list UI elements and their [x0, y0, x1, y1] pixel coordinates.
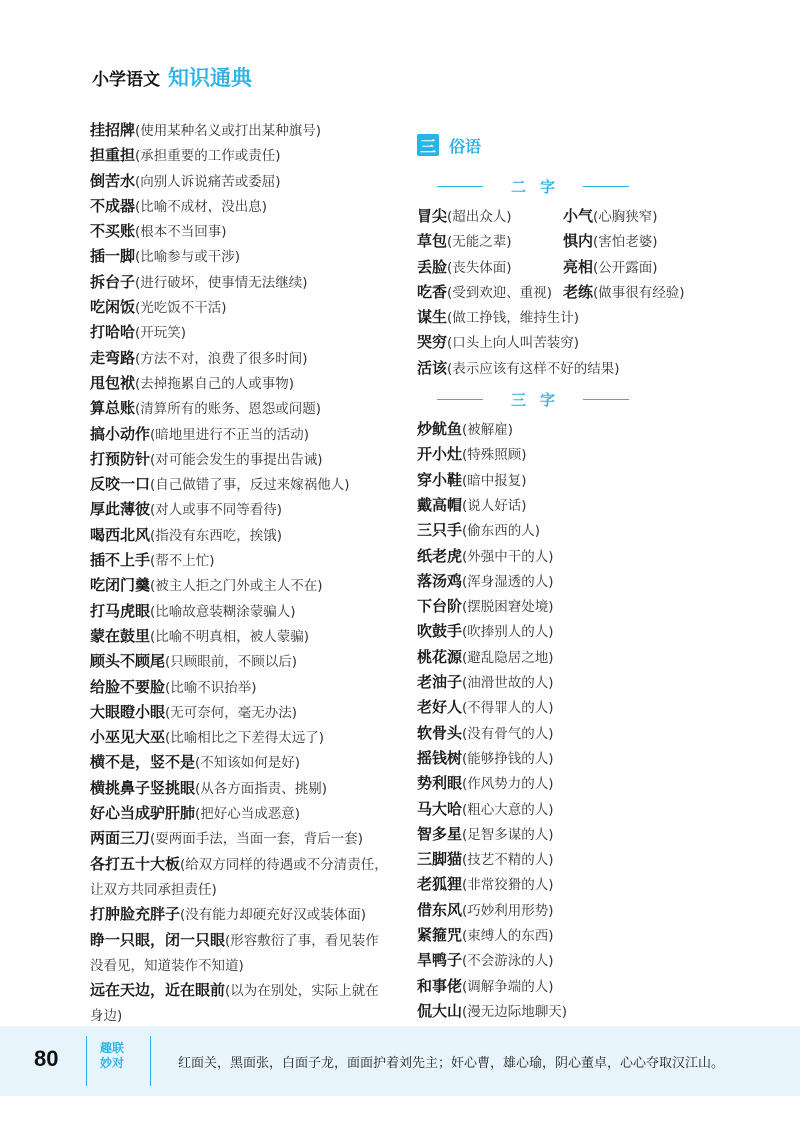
entry-definition: (心胸狭窄)	[593, 209, 658, 225]
left-column	[90, 118, 390, 1029]
entry-definition: (给双方同样的待遇或不分清责任，让双方共同承担责任)	[90, 856, 388, 898]
idiom-entry	[417, 670, 717, 695]
entry-term: 下台阶	[417, 597, 463, 616]
entry-term: 蒙在鼓里	[90, 626, 151, 645]
idiom-entry	[417, 898, 717, 923]
entry-definition: (浑身湿透的人)	[462, 573, 554, 590]
idiom-entry	[90, 371, 390, 396]
entry-definition: (向别人诉说痛苦或委屈)	[135, 173, 281, 190]
entry-definition: (无能之辈)	[447, 234, 512, 251]
idiom-entry	[90, 978, 390, 1029]
entry-definition: (把好心当成恶意)	[195, 806, 301, 823]
entry-term: 紧箍咒	[417, 926, 463, 945]
idiom-entry	[90, 902, 390, 927]
footer-label-line: 趣联	[100, 1041, 125, 1055]
idiom-entry	[90, 244, 390, 269]
entry-definition: (丧失体面)	[447, 259, 512, 276]
entry-definition: (足智多谋的人)	[462, 826, 554, 843]
entry-term: 吃香	[417, 282, 448, 301]
book-series: 小学语文	[92, 70, 160, 90]
idiom-entry	[90, 573, 390, 598]
idiom-entry	[417, 442, 717, 467]
idiom-entry	[417, 255, 563, 280]
idiom-entry	[90, 447, 390, 472]
idiom-entry	[417, 847, 717, 872]
entry-definition: (束缚人的东西)	[462, 928, 554, 945]
entry-definition: (比喻不识抬举)	[165, 679, 257, 696]
entry-definition: (比喻故意装糊涂蒙骗人)	[150, 603, 296, 620]
divider-line	[437, 186, 483, 187]
entry-definition: (帮不上忙)	[150, 553, 215, 570]
entry-definition: (做事很有经验)	[593, 284, 685, 301]
idiom-entry	[90, 346, 390, 371]
entry-term: 好心当成驴肝肺	[90, 804, 196, 823]
page-header	[92, 62, 252, 92]
two-char-grid	[417, 204, 717, 305]
idiom-entry	[417, 721, 717, 746]
section-number-icon: 三	[417, 134, 439, 156]
idiom-entry	[417, 999, 717, 1024]
entry-term: 打肿脸充胖子	[90, 905, 181, 924]
entry-definition: (油滑世故的人)	[462, 675, 554, 692]
entry-definition: (自己做错了事，反过来嫁祸他人)	[150, 477, 350, 494]
entry-term: 大眼瞪小眼	[90, 702, 166, 721]
entry-definition: (开玩笑)	[135, 325, 187, 342]
entry-term: 草包	[417, 232, 448, 251]
entry-definition: (对可能会发生的事提出告诫)	[150, 451, 323, 468]
entry-term: 摇钱树	[417, 748, 463, 767]
entry-term: 喝西北风	[90, 525, 151, 544]
entry-term: 不成器	[90, 196, 136, 215]
idiom-entry	[90, 675, 390, 700]
idiom-entry	[90, 750, 390, 775]
entry-definition: (光吃饭不干活)	[135, 300, 227, 317]
idiom-entry	[90, 599, 390, 624]
idiom-entry	[417, 204, 563, 229]
entry-term: 谋生	[417, 308, 448, 327]
book-title: 知识通典	[168, 66, 252, 90]
entry-term: 远在天边，近在眼前	[90, 981, 226, 1000]
entry-term: 小巫见大巫	[90, 728, 166, 747]
right-column	[417, 130, 717, 1050]
divider-line	[437, 399, 483, 400]
entry-term: 不买账	[90, 222, 136, 241]
idiom-entry	[90, 548, 390, 573]
idiom-entry	[90, 801, 390, 826]
entry-term: 马大哈	[417, 799, 463, 818]
idiom-entry	[417, 822, 717, 847]
idiom-entry	[90, 194, 390, 219]
entry-definition: (摆脱困窘处境)	[462, 599, 554, 616]
idiom-entry	[417, 493, 717, 518]
two-char-list	[417, 305, 717, 381]
entry-term: 吹鼓手	[417, 622, 463, 641]
footer-label-line: 妙对	[100, 1056, 125, 1070]
idiom-entry	[417, 594, 717, 619]
entry-term: 插不上手	[90, 551, 151, 570]
idiom-entry	[90, 826, 390, 851]
entry-term: 打马虎眼	[90, 601, 151, 620]
entry-term: 搞小动作	[90, 424, 151, 443]
entry-term: 担重担	[90, 146, 136, 165]
entry-definition: (对人或事不同等看待)	[150, 502, 283, 519]
entry-definition: (暗中报复)	[462, 472, 527, 489]
idiom-entry	[90, 852, 390, 903]
idiom-entry	[90, 472, 390, 497]
idiom-entry	[90, 270, 390, 295]
entry-term: 吃闲饭	[90, 298, 136, 317]
idiom-entry	[90, 422, 390, 447]
idiom-entry	[90, 320, 390, 345]
entry-term: 亮相	[563, 257, 594, 276]
entry-term: 智多星	[417, 824, 463, 843]
entry-term: 小气	[563, 207, 594, 225]
footer-label	[100, 1041, 140, 1071]
subheading-three-char	[417, 387, 649, 411]
divider-line	[583, 399, 629, 400]
entry-definition: (没有骨气的人)	[462, 725, 554, 742]
entry-term: 旱鸭子	[417, 951, 463, 970]
entry-definition: (耍两面手法，当面一套，背后一套)	[150, 831, 364, 848]
entry-term: 反咬一口	[90, 475, 151, 494]
entry-term: 冒尖	[417, 207, 448, 225]
divider-line	[583, 186, 629, 187]
idiom-entry	[417, 872, 717, 897]
entry-definition: (作风势力的人)	[462, 776, 554, 793]
entry-term: 倒苦水	[90, 171, 136, 190]
entry-definition: (巧妙利用形势)	[462, 902, 554, 919]
idiom-entry	[90, 523, 390, 548]
idiom-entry	[90, 295, 390, 320]
entry-definition: (做工挣钱，维持生计)	[447, 310, 580, 327]
subheading-text: 二字	[510, 177, 569, 196]
entry-term: 挂招牌	[90, 121, 136, 139]
idiom-entry	[90, 396, 390, 421]
entry-definition: (偷东西的人)	[462, 523, 541, 540]
idiom-entry	[90, 776, 390, 801]
entry-term: 走弯路	[90, 348, 136, 367]
idiom-entry	[417, 417, 717, 442]
entry-term: 势利眼	[417, 774, 463, 793]
entry-definition: (使用某种名义或打出某种旗号)	[135, 123, 322, 139]
entry-definition: (去掉拖累自己的人或事物)	[135, 375, 295, 392]
entry-definition: (避乱隐居之地)	[462, 649, 554, 666]
entry-term: 各打五十大板	[90, 854, 181, 873]
entry-definition: (形容敷衍了事，看见装作没看见，知道装作不知道)	[90, 932, 379, 974]
entry-term: 睁一只眼，闭一只眼	[90, 930, 226, 949]
idiom-entry	[417, 569, 717, 594]
entry-definition: (能够挣钱的人)	[462, 750, 554, 767]
entry-definition: (清算所有的账务、恩怨或问题)	[135, 401, 322, 418]
section-title: 俗语	[449, 136, 482, 156]
entry-definition: (不会游泳的人)	[462, 953, 554, 970]
entry-term: 三只手	[417, 521, 463, 540]
idiom-entry	[90, 649, 390, 674]
idiom-entry	[417, 330, 717, 355]
entry-definition: (不知该如何是好)	[195, 755, 301, 772]
idiom-entry	[417, 923, 717, 948]
idiom-entry	[417, 695, 717, 720]
idiom-entry	[417, 356, 717, 381]
idiom-entry	[90, 497, 390, 522]
entry-term: 两面三刀	[90, 829, 151, 848]
entry-term: 炒鱿鱼	[417, 420, 463, 439]
footer-bar	[0, 1026, 800, 1096]
idiom-entry	[417, 280, 563, 305]
entry-term: 老狐狸	[417, 875, 463, 894]
entry-definition: (漫无边际地聊天)	[462, 1003, 568, 1020]
idiom-entry	[417, 974, 717, 999]
entry-definition: (被解雇)	[462, 422, 514, 439]
entry-term: 算总账	[90, 399, 136, 418]
page-number: 80	[34, 1046, 59, 1071]
entry-term: 给脸不要脸	[90, 677, 166, 696]
idiom-entry	[563, 280, 713, 305]
idiom-entry	[417, 645, 717, 670]
entry-definition: (口头上向人叫苦装穷)	[447, 335, 580, 352]
entry-term: 顾头不顾尾	[90, 652, 166, 671]
couplet-text: 红面关，黑面张，白面子龙，面面护着刘先主；奸心曹，雄心瑜，阴心董卓，心心夺取汉江山。	[178, 1056, 725, 1071]
idiom-entry	[563, 229, 713, 254]
entry-definition: (非常狡猾的人)	[462, 877, 554, 894]
entry-definition: (比喻不成材，没出息)	[135, 198, 268, 215]
idiom-entry	[90, 143, 390, 168]
entry-term: 和事佬	[417, 976, 463, 995]
entry-definition: (说人好话)	[462, 497, 527, 514]
three-char-list	[417, 417, 717, 1049]
entry-definition: (调解争端的人)	[462, 978, 554, 995]
entry-definition: (承担重要的工作或责任)	[135, 148, 281, 165]
entry-definition: (根本不当回事)	[135, 224, 227, 241]
idiom-entry	[417, 305, 717, 330]
entry-definition: (指没有东西吃，挨饿)	[150, 527, 283, 544]
entry-definition: (只顾眼前，不顾以后)	[165, 654, 298, 671]
entry-definition: (无可奈何，毫无办法)	[165, 704, 298, 721]
entry-term: 老练	[563, 282, 594, 301]
entry-term: 软骨头	[417, 723, 463, 742]
entry-term: 拆台子	[90, 272, 136, 291]
entry-term: 穿小鞋	[417, 470, 463, 489]
idiom-entry	[417, 468, 717, 493]
entry-term: 侃大山	[417, 1001, 463, 1020]
entry-term: 活该	[417, 358, 448, 377]
idiom-entry	[417, 797, 717, 822]
entry-definition: (吹捧别人的人)	[462, 624, 554, 641]
entry-definition: (技艺不精的人)	[462, 852, 554, 869]
entry-definition: (受到欢迎、重视)	[447, 284, 553, 301]
entry-term: 哭穷	[417, 333, 448, 352]
idiom-entry	[563, 204, 713, 229]
subheading-two-char	[417, 174, 649, 198]
entry-term: 横不是，竖不是	[90, 753, 196, 772]
entry-definition: (害怕老婆)	[593, 234, 658, 251]
entry-term: 借东风	[417, 900, 463, 919]
idiom-entry	[90, 624, 390, 649]
entry-term: 戴高帽	[417, 495, 463, 514]
idiom-entry	[90, 700, 390, 725]
idiom-entry	[90, 725, 390, 750]
entry-term: 打预防针	[90, 449, 151, 468]
entry-definition: (比喻参与或干涉)	[135, 249, 241, 266]
entry-definition: (特殊照顾)	[462, 447, 527, 464]
entry-term: 厚此薄彼	[90, 500, 151, 519]
entry-term: 纸老虎	[417, 546, 463, 565]
idiom-entry	[417, 746, 717, 771]
entry-term: 甩包袱	[90, 373, 136, 392]
entry-term: 横挑鼻子竖挑眼	[90, 778, 196, 797]
entry-definition: (被主人拒之门外或主人不在)	[150, 578, 323, 595]
entry-definition: (暗地里进行不正当的活动)	[150, 426, 310, 443]
entry-term: 开小灶	[417, 445, 463, 464]
subheading-text: 三字	[510, 390, 569, 409]
entry-term: 插一脚	[90, 247, 136, 266]
section-heading	[417, 130, 717, 160]
entry-definition: (方法不对，浪费了很多时间)	[135, 350, 308, 367]
entry-definition: (以为在别处，实际上就在身边)	[90, 983, 379, 1025]
idiom-entry	[417, 518, 717, 543]
entry-definition: (不得罪人的人)	[462, 700, 554, 717]
entry-term: 老好人	[417, 698, 463, 717]
idiom-entry	[563, 255, 713, 280]
idiom-entry	[417, 771, 717, 796]
entry-term: 老油子	[417, 673, 463, 692]
footer-divider	[150, 1036, 151, 1086]
idiom-entry	[90, 928, 390, 979]
entry-term: 落汤鸡	[417, 571, 463, 590]
entry-definition: (比喻相比之下差得太远了)	[165, 730, 325, 747]
idiom-entry	[90, 169, 390, 194]
entry-term: 桃花源	[417, 647, 463, 666]
entry-definition: (没有能力却硬充好汉或装体面)	[180, 907, 367, 924]
entry-term: 三脚猫	[417, 850, 463, 869]
idiom-entry	[90, 118, 390, 143]
entry-definition: (从各方面指责、挑剔)	[195, 780, 328, 797]
idiom-entry	[417, 544, 717, 569]
entry-definition: (外强中干的人)	[462, 548, 554, 565]
entry-term: 丢脸	[417, 257, 448, 276]
entry-definition: (超出众人)	[447, 209, 512, 225]
idiom-entry	[417, 948, 717, 973]
entry-term: 吃闭门羹	[90, 576, 151, 595]
idiom-entry	[90, 219, 390, 244]
entry-definition: (粗心大意的人)	[462, 801, 554, 818]
entry-term: 惧内	[563, 232, 594, 251]
entry-definition: (进行破坏，使事情无法继续)	[135, 274, 308, 291]
idiom-entry	[417, 229, 563, 254]
entry-definition: (比喻不明真相，被人蒙骗)	[150, 628, 310, 645]
entry-definition: (公开露面)	[593, 259, 658, 276]
idiom-entry	[417, 619, 717, 644]
entry-term: 打哈哈	[90, 323, 136, 342]
footer-divider	[86, 1036, 87, 1086]
entry-definition: (表示应该有这样不好的结果)	[447, 360, 620, 377]
